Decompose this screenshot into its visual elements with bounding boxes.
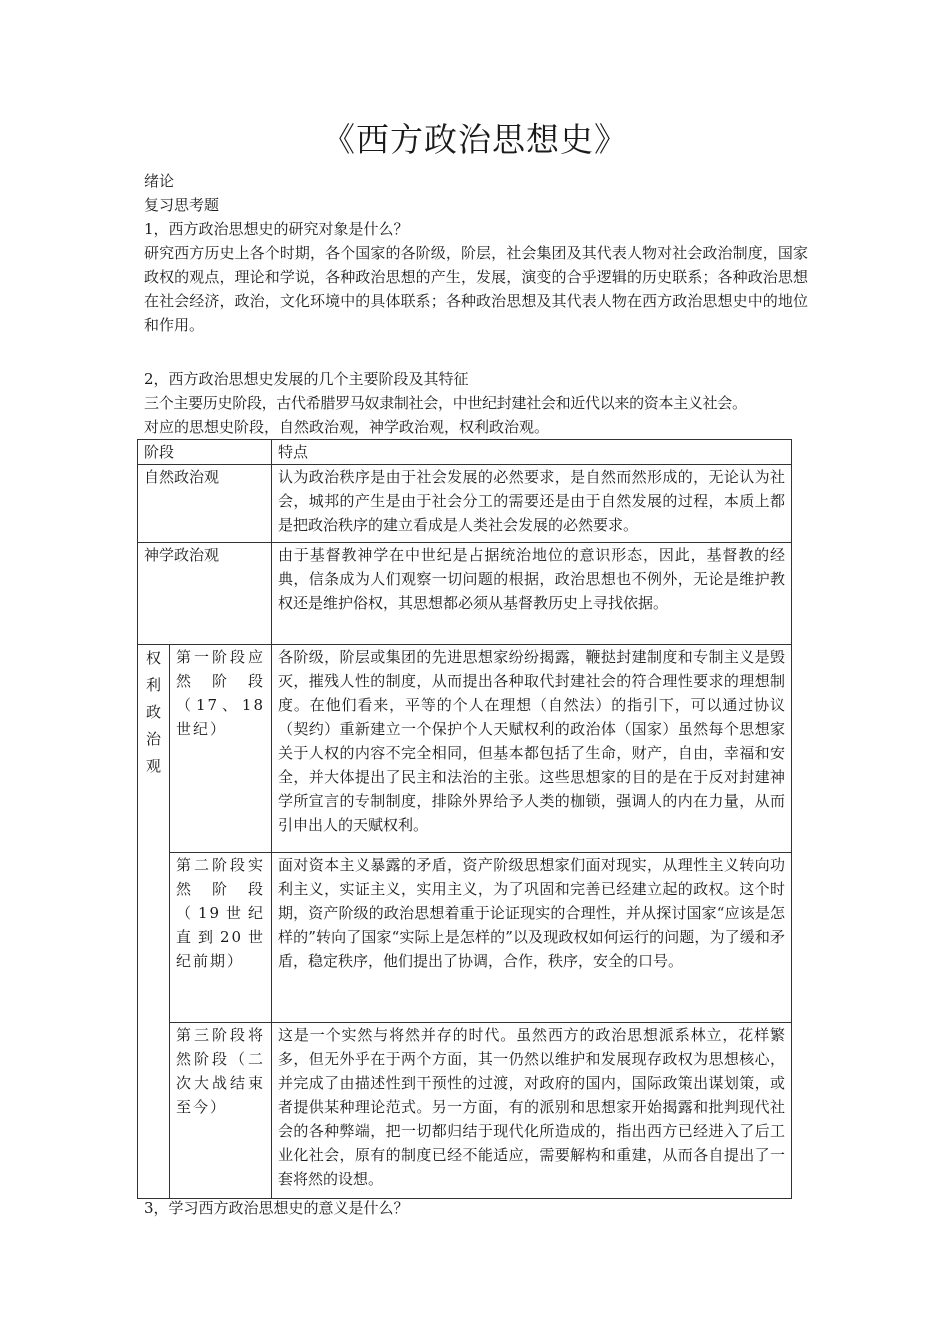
- stage1-label: 第一阶段应然阶段（17、18世纪）: [170, 645, 272, 853]
- stage1-text: 各阶级，阶层或集团的先进思想家纷纷揭露，鞭挞封建制度和专制主义是毁灭，摧残人性的制度，从而提出各种取代封建社会的符合理性要求的理想制度。在他们看来，平等的个人在理想（自然法）的指引下，可以通过协议（契约）重新建立一个保护个人天赋权利的政治体（国家）虽然每个思想家关于人权的内容不完全相同，但基本都包括了生命，财产，自由，幸福和安全，并大体提出了民主和法治的主张。这些思想家的目的是在于反对封建神学所宣言的专制制度，排除外界给予人类的枷锁，强调人的内在力量，从而引申出人的天赋权利。: [272, 645, 792, 853]
- table-header-row: [138, 440, 792, 465]
- section-heading: 绪论: [144, 172, 175, 190]
- question-3: 3，学习西方政治思想史的意义是什么？: [144, 1199, 409, 1217]
- theology-label: 神学政治观: [138, 543, 272, 645]
- stages-table: [137, 439, 792, 1199]
- rights-char: 观: [145, 757, 161, 775]
- answer-2-line-1: 三个主要历史阶段，古代希腊罗马奴隶制社会，中世纪封建社会和近代以来的资本主义社会。: [144, 394, 747, 412]
- rights-char: 利: [145, 676, 161, 694]
- question-1: 1，西方政治思想史的研究对象是什么？: [144, 220, 409, 238]
- answer-1: 研究西方历史上各个时期，各个国家的各阶级，阶层，社会集团及其代表人物对社会政治制度，国家政权的观点，理论和学说，各种政治思想的产生，发展，演变的合乎逻辑的历史联系；各种政治思想在社会经济，政治，文化环境中的具体联系；各种政治思想及其代表人物在西方政治思想史中的地位和作用。: [144, 244, 808, 334]
- table-row: [138, 543, 792, 645]
- rights-char: 治: [145, 730, 161, 748]
- document-title: 《西方政治思想史》: [322, 120, 628, 159]
- header-feature: 特点: [272, 440, 792, 465]
- rights-char: 权: [145, 649, 161, 667]
- rights-char: 政: [145, 703, 161, 721]
- stage3-text: 这是一个实然与将然并存的时代。虽然西方的政治思想派系林立，花样繁多，但无外乎在于两个方面，其一仍然以维护和发展现存政权为思想核心，并完成了由描述性到干预性的过渡，对政府的国内，国际政策出谋划策，或者提供某种理论范式。另一方面，有的派别和思想家开始揭露和批判现代社会的各种弊端，把一切都归结于现代化所造成的，指出西方已经进入了后工业化社会，原有的制度已经不能适应，需要解构和重建，从而各自提出了一套将然的设想。: [272, 1023, 792, 1199]
- theology-text: 由于基督教神学在中世纪是占据统治地位的意识形态，因此，基督教的经典，信条成为人们观察一切问题的根据，政治思想也不例外，无论是维护教权还是维护俗权，其思想都必须从基督教历史上寻找依据。: [272, 543, 792, 645]
- stage2-label: 第二阶段实然阶段（19世纪直到20世纪前期）: [170, 853, 272, 1023]
- rights-label: [138, 645, 170, 1199]
- question-2: 2，西方政治思想史发展的几个主要阶段及其特征: [144, 370, 469, 388]
- table-row: [138, 1023, 792, 1199]
- natural-label: 自然政治观: [138, 465, 272, 543]
- table-row: [138, 465, 792, 543]
- table-row: [138, 645, 792, 853]
- stage2-text: 面对资本主义暴露的矛盾，资产阶级思想家们面对现实，从理性主义转向功利主义，实证主义，实用主义，为了巩固和完善已经建立起的政权。这个时期，资产阶级的政治思想着重于论证现实的合理性，并从探讨国家“应该是怎样的”转向了国家“实际上是怎样的”以及现政权如何运行的问题，为了缓和矛盾，稳定秩序，他们提出了协调，合作，秩序，安全的口号。: [272, 853, 792, 1023]
- subsection-heading: 复习思考题: [144, 196, 220, 214]
- stage3-label: 第三阶段将然阶段（二次大战结束至今）: [170, 1023, 272, 1199]
- answer-2-line-2: 对应的思想史阶段，自然政治观，神学政治观，权利政治观。: [144, 418, 550, 436]
- table-row: [138, 853, 792, 1023]
- header-stage: 阶段: [138, 440, 272, 465]
- natural-text: 认为政治秩序是由于社会发展的必然要求，是自然而然形成的，无论认为社会，城邦的产生是由于社会分工的需要还是由于自然发展的过程，本质上都是把政治秩序的建立看成是人类社会发展的必然要求。: [272, 465, 792, 543]
